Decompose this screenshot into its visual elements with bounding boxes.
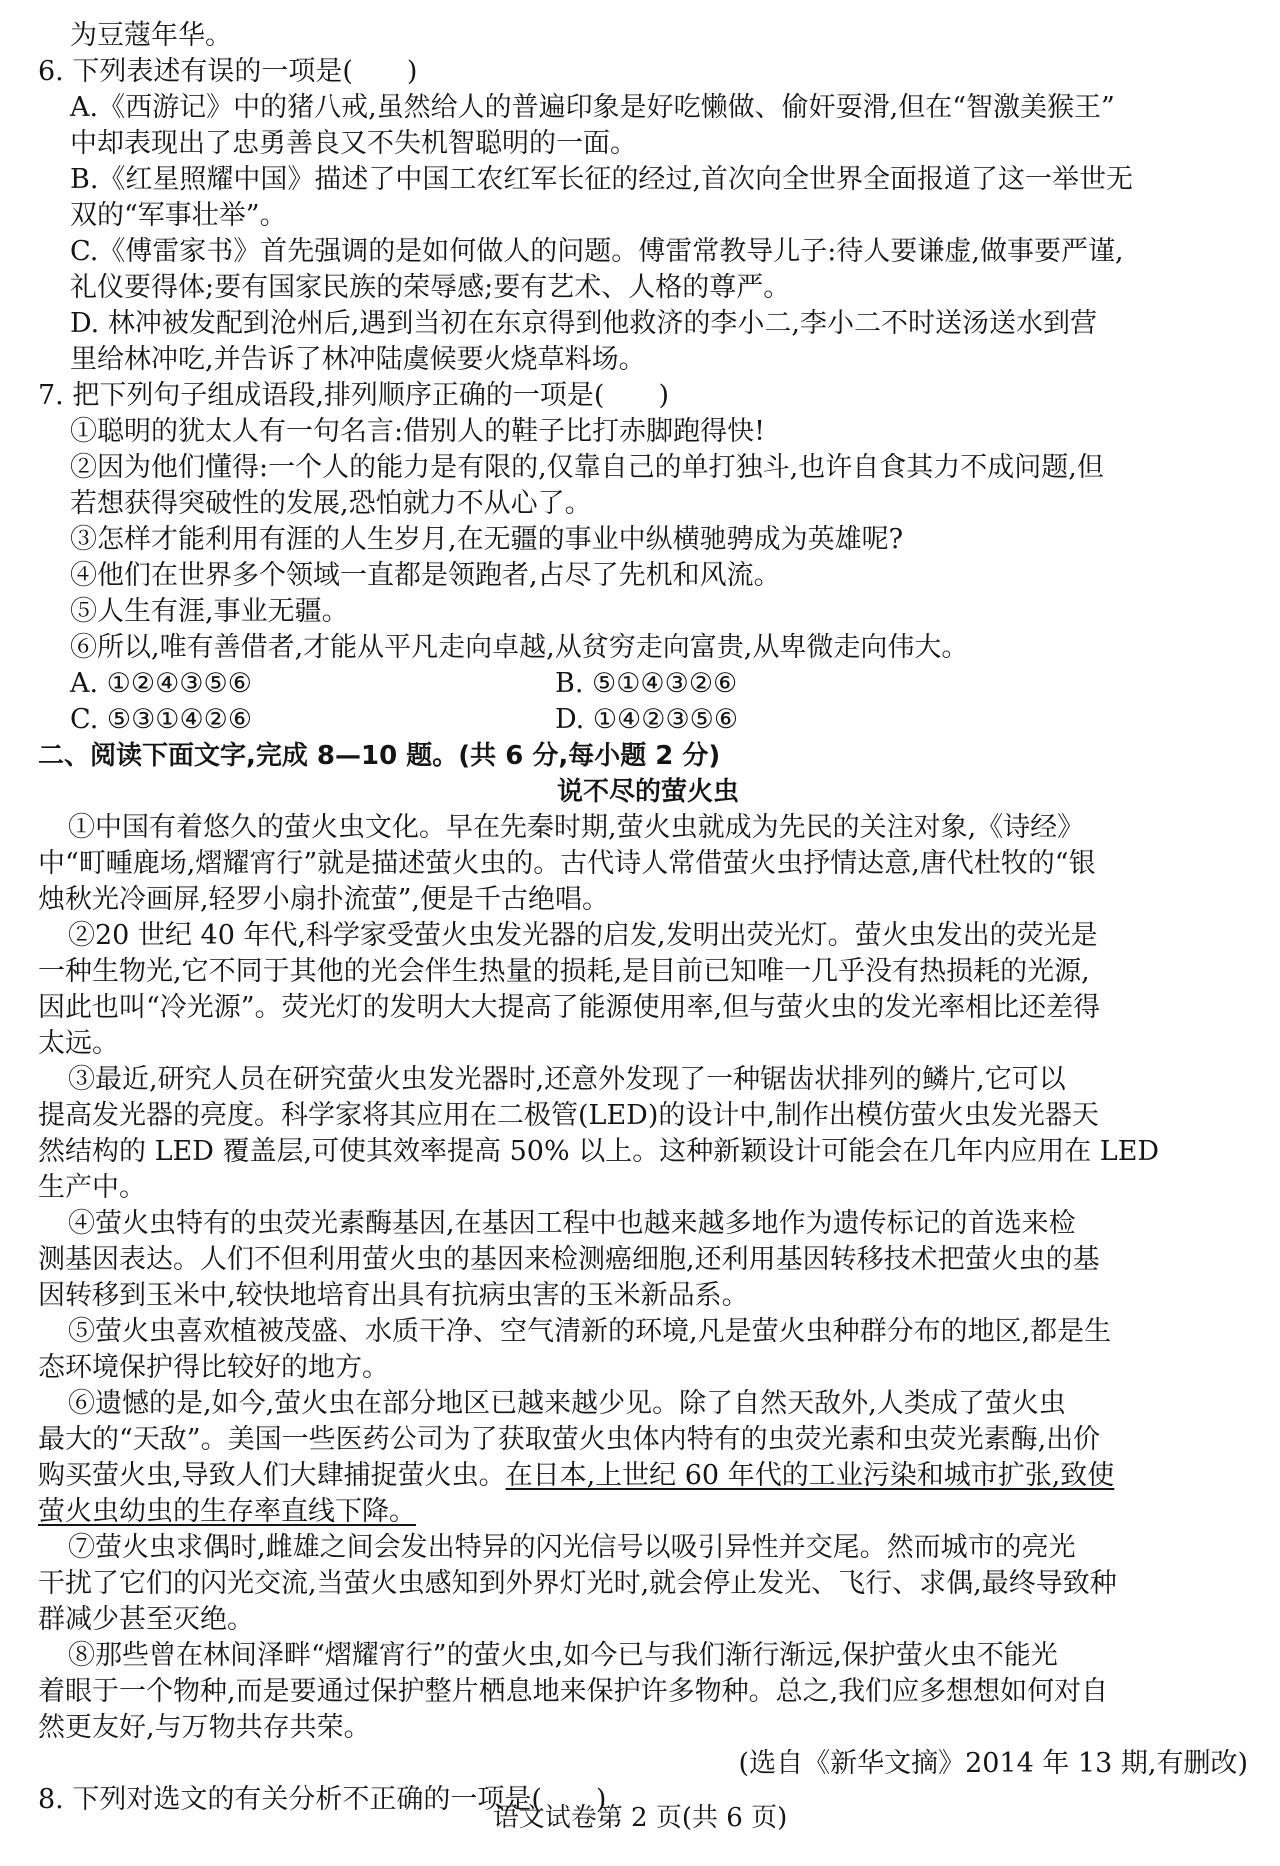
paragraph-7-cont: 干扰了它们的闪光交流,当萤火虫感知到外界灯光时,就会停止发光、飞行、求偶,最终导致种 [38, 1568, 1117, 1599]
sentence-3: ③怎样才能利用有涯的人生岁月,在无疆的事业中纵横驰骋成为英雄呢? [70, 524, 904, 555]
options-row-1 [38, 666, 1258, 702]
underlined-sentence-cont: 萤火虫幼虫的生存率直线下降。 [38, 1496, 416, 1527]
option-a: A.《西游记》中的猪八戒,虽然给人的普遍印象是好吃懒做、偷奸耍滑,但在“智激美猴王” [70, 92, 1115, 123]
option-c-cont: 礼仪要得体;要有国家民族的荣辱感;要有艺术、人格的尊严。 [70, 272, 791, 303]
paragraph-7-cont: 群减少甚至灭绝。 [38, 1604, 254, 1635]
option-d: D. 林冲被发配到沧州后,遇到当初在东京得到他救济的李小二,李小二不时送汤送水到营 [70, 308, 1098, 339]
paragraph-3-cont: 生产中。 [38, 1172, 146, 1203]
article-source: (选自《新华文摘》2014 年 13 期,有删改) [738, 1748, 1248, 1779]
plain-text: 购买萤火虫,导致人们大肆捕捉萤火虫。 [38, 1460, 506, 1491]
paragraph-6-cont [38, 1458, 1258, 1494]
sentence-2-cont: 若想获得突破性的发展,恐怕就力不从心了。 [70, 488, 592, 519]
option-d-cont: 里给林冲吃,并告诉了林冲陆虞候要火烧草料场。 [70, 344, 646, 375]
option-c: C. ⑤③①④②⑥ [70, 704, 253, 735]
paragraph-8: ⑧那些曾在林间泽畔“熠耀宵行”的萤火虫,如今已与我们渐行渐远,保护萤火虫不能光 [68, 1640, 1058, 1671]
sentence-5: ⑤人生有涯,事业无疆。 [70, 596, 349, 627]
question-stem: 7. 把下列句子组成语段,排列顺序正确的一项是( ) [38, 380, 669, 411]
text-line: 为豆蔻年华。 [70, 20, 232, 51]
paragraph-6-cont [38, 1494, 1258, 1530]
paragraph-2-cont: 因此也叫“冷光源”。荧光灯的发明大大提高了能源使用率,但与萤火虫的发光率相比还差得 [38, 992, 1101, 1023]
paragraph-5: ⑤萤火虫喜欢植被茂盛、水质干净、空气清新的环境,凡是萤火虫种群分布的地区,都是生 [68, 1316, 1112, 1347]
paragraph-1-cont: 烛秋光冷画屏,轻罗小扇扑流萤”,便是千古绝唱。 [38, 884, 609, 915]
page-footer: 语文试卷第 2 页(共 6 页) [492, 1803, 788, 1833]
option-d: D. ①④②③⑤⑥ [555, 704, 739, 735]
option-a: A. ①②④③⑤⑥ [70, 668, 252, 699]
underlined-sentence: 在日本,上世纪 60 年代的工业污染和城市扩张,致使 [505, 1460, 1115, 1491]
sentence-2: ②因为他们懂得:一个人的能力是有限的,仅靠自己的单打独斗,也许自食其力不成问题,但 [70, 452, 1104, 483]
article-title: 说不尽的萤火虫 [556, 777, 739, 807]
option-c: C.《傅雷家书》首先强调的是如何做人的问题。傅雷常教导儿子:待人要谦虚,做事要严谨, [70, 236, 1124, 267]
article [38, 810, 1258, 1782]
paragraph-3: ③最近,研究人员在研究萤火虫发光器时,还意外发现了一种锯齿状排列的鳞片,它可以 [68, 1064, 1066, 1095]
paragraph-2-cont: 一种生物光,它不同于其他的光会伴生热量的损耗,是目前已知唯一几乎没有热损耗的光源, [38, 956, 1090, 987]
paragraph-4-cont: 因转移到玉米中,较快地培育出具有抗病虫害的玉米新品系。 [38, 1280, 749, 1311]
sentence-6: ⑥所以,唯有善借者,才能从平凡走向卓越,从贫穷走向富贵,从卑微走向伟大。 [70, 632, 969, 663]
paragraph-1: ①中国有着悠久的萤火虫文化。早在先秦时期,萤火虫就成为先民的关注对象,《诗经》 [68, 812, 1085, 843]
paragraph-8-cont: 然更友好,与万物共存共荣。 [38, 1712, 371, 1743]
paragraph-5-cont: 态环境保护得比较好的地方。 [38, 1352, 389, 1383]
sentence-1: ①聪明的犹太人有一句名言:借别人的鞋子比打赤脚跑得快! [70, 416, 765, 447]
paragraph-2: ②20 世纪 40 年代,科学家受萤火虫发光器的启发,发明出荧光灯。萤火虫发出的荧光是 [68, 920, 1098, 951]
paragraph-6: ⑥遗憾的是,如今,萤火虫在部分地区已越来越少见。除了自然天敌外,人类成了萤火虫 [68, 1388, 1066, 1419]
paragraph-3-cont: 提高发光器的亮度。科学家将其应用在二极管(LED)的设计中,制作出模仿萤火虫发光器天 [38, 1100, 1099, 1131]
options-row-2 [38, 702, 1258, 738]
option-b: B.《红星照耀中国》描述了中国工农红军长征的经过,首次向全世界全面报道了这一举世无 [70, 164, 1134, 195]
question-stem: 6. 下列表述有误的一项是( ) [38, 56, 418, 87]
paragraph-6-cont: 最大的“天敌”。美国一些医药公司为了获取萤火虫体内特有的虫荧光素和虫荧光素酶,出价 [38, 1424, 1101, 1455]
paragraph-8-cont: 着眼于一个物种,而是要通过保护整片栖息地来保护许多物种。总之,我们应多想想如何对自 [38, 1676, 1109, 1707]
paragraph-4: ④萤火虫特有的虫荧光素酶基因,在基因工程中也越来越多地作为遗传标记的首选来检 [68, 1208, 1076, 1239]
option-b: B. ⑤①④③②⑥ [555, 668, 738, 699]
paragraph-2-cont: 太远。 [38, 1028, 119, 1059]
option-b-cont: 双的“军事壮举”。 [70, 200, 287, 231]
paragraph-4-cont: 测基因表达。人们不但利用萤火虫的基因来检测癌细胞,还利用基因转移技术把萤火虫的基 [38, 1244, 1100, 1275]
question-8-stem: 8. 下列对选文的有关分析不正确的一项是( ) [38, 1784, 607, 1815]
question-6 [38, 54, 1258, 378]
paragraph-7: ⑦萤火虫求偶时,雌雄之间会发出特异的闪光信号以吸引异性并交尾。然而城市的亮光 [68, 1532, 1076, 1563]
question-7 [38, 378, 1258, 738]
option-a-cont: 中却表现出了忠勇善良又不失机智聪明的一面。 [70, 128, 637, 159]
paragraph-3-cont: 然结构的 LED 覆盖层,可使其效率提高 50% 以上。这种新颖设计可能会在几年内应用在 LED [38, 1136, 1160, 1167]
section-heading: 二、阅读下面文字,完成 8—10 题。(共 6 分,每小题 2 分) [38, 741, 721, 771]
sentence-4: ④他们在世界多个领域一直都是领跑者,占尽了先机和风流。 [70, 560, 781, 591]
paragraph-1-cont: 中“町畽鹿场,熠耀宵行”就是描述萤火虫的。古代诗人常借萤火虫抒情达意,唐代杜牧的“银 [38, 848, 1096, 879]
